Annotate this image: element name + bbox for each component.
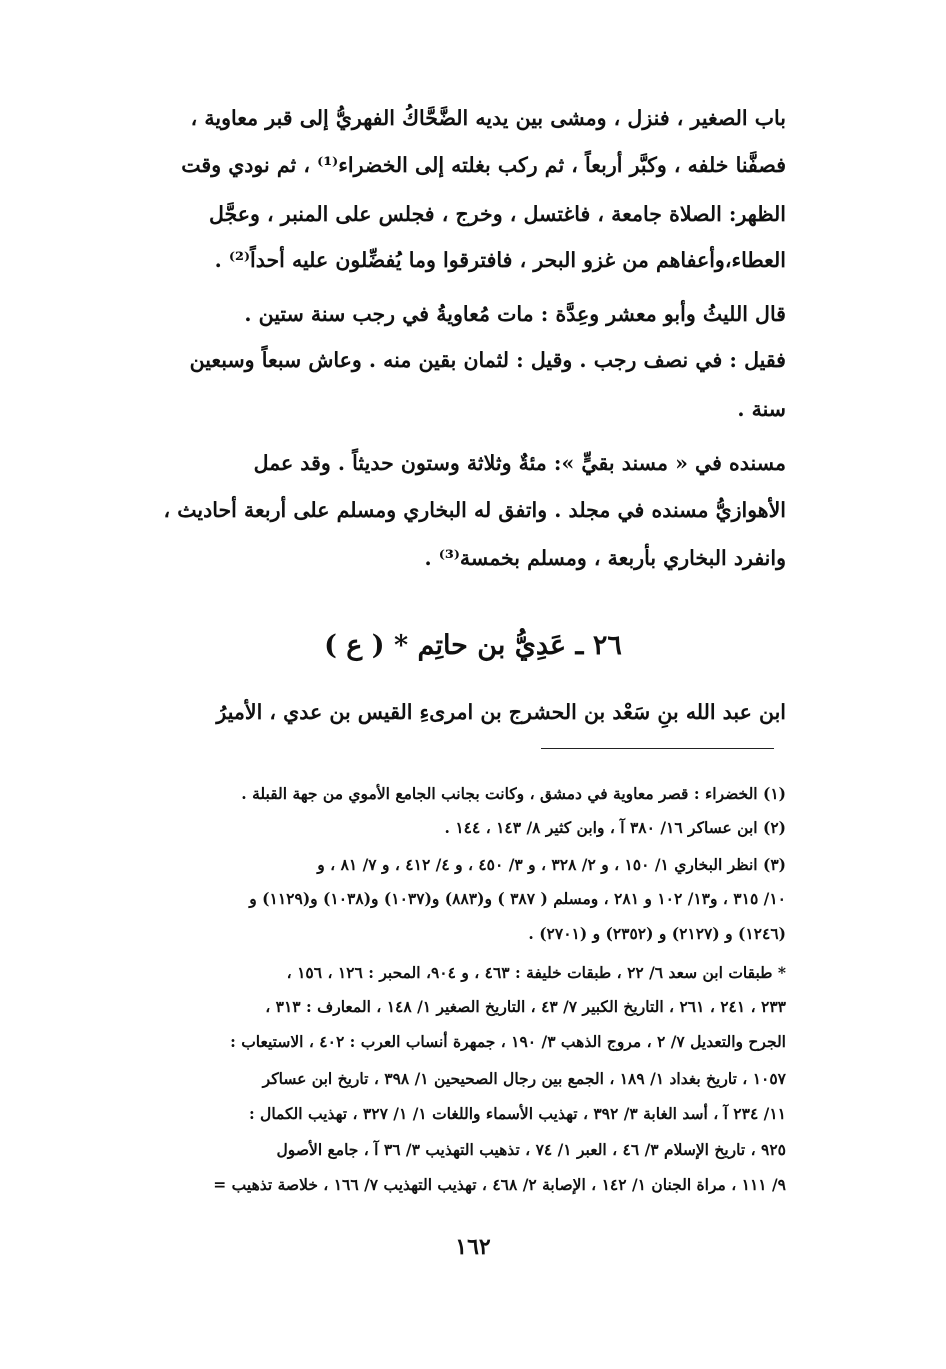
body-line-2: فصفَّنا خلفه ، وكبَّر أربعاً ، ثم ركب بغلته إلى الخضراء⁽¹⁾ ، ثم نودي وقت [181,153,786,177]
page-number: ١٦٢ [455,1234,491,1260]
body-line-6: فقيل : في نصف رجب . وقيل : لثمان بقين منه . وعاش سبعاً وسبعين [189,348,786,372]
sources-line-7: ٩/ ١١١ ، مراة الجنان ١/ ١٤٢ ، الإصابة ٢/ ٤٦٨ ، تهذيب التهذيب ٧/ ١٦٦ ، خلاصة تذهيب = [213,1175,786,1194]
footnote-3-line-1: (٣) انظر البخاري ١/ ١٥٠ ، و ٢/ ٣٢٨ ، و ٣/ ٤٥٠ ، و ٤/ ٤١٢ ، و ٧/ ٨١ ، و [317,855,786,874]
sources-line-4: ١٠٥٧ ، تاريخ بغداد ١/ ١٨٩ ، الجمع بين رجال الصحيحين ١/ ٣٩٨ ، تاريخ ابن عساكر [262,1069,786,1088]
footnote-divider [541,748,774,749]
sources-line-3: الجرح والتعديل ٧/ ٢ ، مروج الذهب ٣/ ١٩٠ ، جمهرة أنساب العرب : ٤٠٢ ، الاستيعاب : [230,1032,786,1051]
sources-line-2: ٢٣٣ ، ٢٤١ ، ٢٦١ ، التاريخ الكبير ٧/ ٤٣ ، التاريخ الصغير ١/ ١٤٨ ، المعارف : ٣١٣ ، [265,997,786,1016]
footnote-3-line-3: (١٢٤٦) و (٢١٢٧) و (٢٣٥٢) و (٢٧٠١) . [528,924,786,943]
sources-line-6: ٩٢٥ ، تاريخ الإسلام ٣/ ٤٦ ، العبر ١/ ٧٤ ، تذهيب التهذيب ٣/ ٣٦ آ ، جامع الأصول [276,1140,786,1159]
body-line-3: الظهر: الصلاة جامعة ، فاغتسل ، وخرج ، فجلس على المنبر ، وعجَّل [209,202,786,226]
body-line-5: قال الليثُ وأبو معشر وعِدَّة : مات مُعاويةُ في رجب سنة ستين . [244,302,786,326]
footnote-1: (١) الخضراء : قصر معاوية في دمشق ، وكانت بجانب الجامع الأموي من جهة القبلة . [241,784,786,803]
lineage-line: ابن عبد الله بنِ سَعْد بن الحشرج بن امرىءِ القيس بن عدي ، الأميرُ [216,700,786,724]
body-line-1: باب الصغير ، فنزل ، ومشى بين يديه الضَّحَّاكُ الفهريُّ إلى قبر معاوية ، [190,106,786,130]
body-line-7: سنة . [737,397,786,421]
entry-heading: ٢٦ ـ عَدِيُّ بن حاتِم * ( ع ) [324,630,622,661]
body-line-4: العطاء،وأعفاهم من غزو البحر ، فافترقوا وما يُفضِّلون عليه أحداً⁽²⁾ . [214,248,786,272]
body-line-10: وانفرد البخاري بأربعة ، ومسلم بخمسة⁽³⁾ . [424,546,786,570]
sources-line-5: ١١/ ٢٣٤ آ ، أسد الغابة ٣/ ٣٩٢ ، تهذيب الأسماء واللغات ١/ ١/ ٣٢٧ ، تهذيب الكمال : [248,1104,786,1123]
sources-line-1: * طبقات ابن سعد ٦/ ٢٢ ، طبقات خليفة : ٤٦٣ ، و ٩٠٤، المحبر : ١٢٦ ، ١٥٦ ، [286,963,786,982]
footnote-2: (٢) ابن عساكر ١٦/ ٣٨٠ آ ، وابن كثير ٨/ ١٤٣ ، ١٤٤ . [444,818,786,837]
body-line-9: الأهوازيُّ مسنده في مجلد . واتفق له البخاري ومسلم على أربعة أحاديث ، [163,498,786,522]
footnote-3-line-2: ١٠/ ٣١٥ ، و١٣/ ١٠٢ و ٢٨١ ، ومسلم ( ٣٨٧ ) و(٨٨٣) و(١٠٣٧) و(١٠٣٨) و(١١٢٩) و [249,889,786,908]
body-line-8: مسنده في « مسند بقيٍّ »: مئةٌ وثلاثة وستون حديثاً . وقد عمل [253,451,786,475]
